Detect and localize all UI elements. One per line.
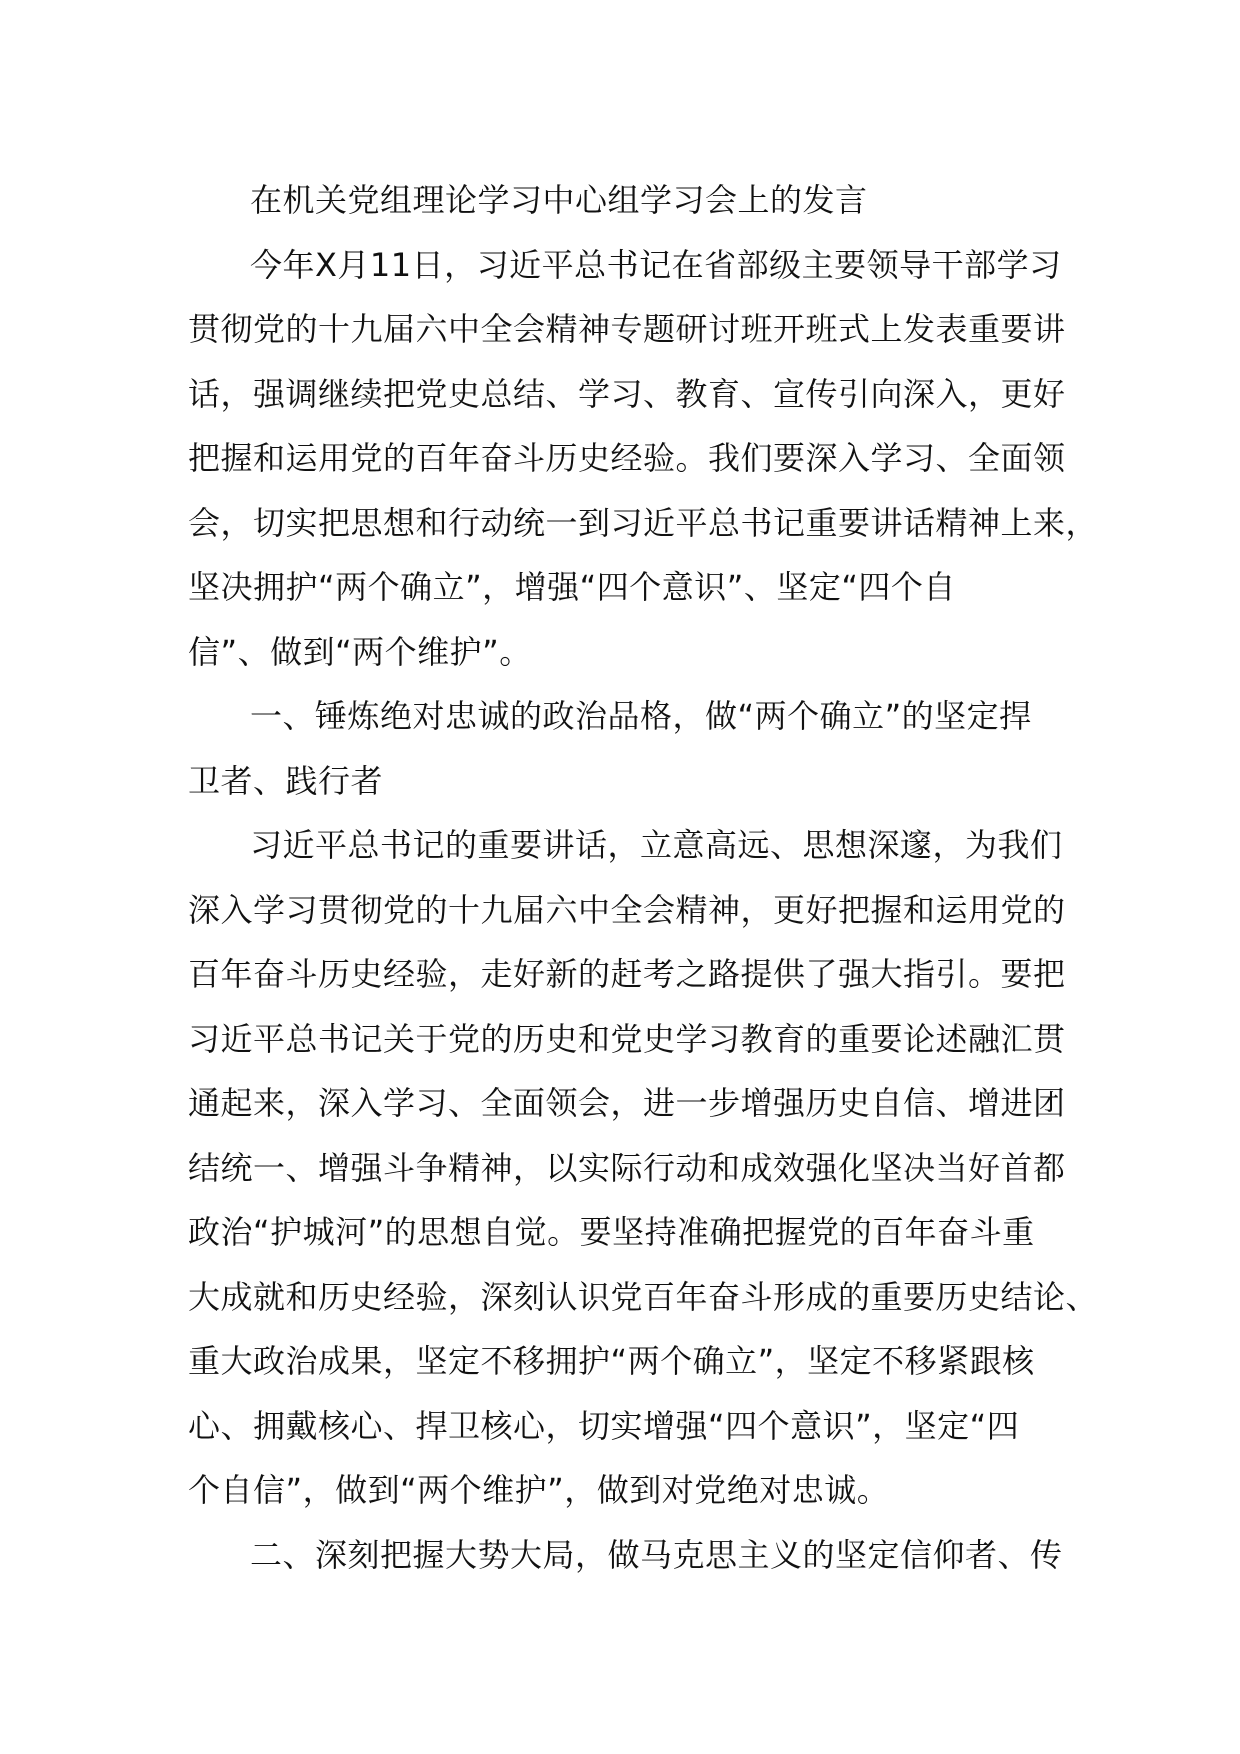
text-line: 心、拥戴核心、捍卫核心，切实增强“四个意识”，坚定“四 bbox=[188, 1406, 1020, 1445]
section-heading-line: 二、深刻把握大势大局，做马克思主义的坚定信仰者、传 bbox=[250, 1535, 1063, 1574]
text-line: 信”、做到“两个维护”。 bbox=[188, 632, 532, 671]
text-line: 结统一、增强斗争精神，以实际行动和成效强化坚决当好首都 bbox=[188, 1148, 1066, 1187]
text-line: 贯彻党的十九届六中全会精神专题研讨班开班式上发表重要讲 bbox=[188, 310, 1066, 348]
section-heading-line: 卫者、践行者 bbox=[188, 761, 384, 800]
text-line: 习近平总书记的重要讲话，立意高远、思想深邃，为我们 bbox=[250, 826, 1063, 864]
text-line: 会，切实把思想和行动统一到习近平总书记重要讲话精神上来， bbox=[188, 503, 1099, 542]
text-line: 把握和运用党的百年奋斗历史经验。我们要深入学习、全面领 bbox=[188, 439, 1066, 477]
text-line: 百年奋斗历史经验，走好新的赶考之路提供了强大指引。要把 bbox=[188, 955, 1066, 993]
text-line: 今年X月11日，习近平总书记在省部级主要领导干部学习 bbox=[250, 245, 1062, 284]
text-line: 通起来，深入学习、全面领会，进一步增强历史自信、增进团 bbox=[188, 1084, 1066, 1122]
document-body bbox=[188, 168, 1099, 1587]
text-line: 个自信”，做到“两个维护”，做到对党绝对忠诚。 bbox=[188, 1471, 890, 1509]
text-line: 话，强调继续把党史总结、学习、教育、宣传引向深入，更好 bbox=[188, 374, 1066, 413]
text-line: 大成就和历史经验，深刻认识党百年奋斗形成的重要历史结论、 bbox=[188, 1277, 1099, 1316]
text-line: 习近平总书记关于党的历史和党史学习教育的重要论述融汇贯 bbox=[188, 1019, 1066, 1058]
text-line: 坚决拥护“两个确立”，增强“四个意识”、坚定“四个自 bbox=[188, 568, 956, 606]
section-heading-line: 一、锤炼绝对忠诚的政治品格，做“两个确立”的坚定捍 bbox=[250, 697, 1032, 735]
document-title: 在机关党组理论学习中心组学习会上的发言 bbox=[250, 181, 868, 219]
text-line: 政治“护城河”的思想自觉。要坚持准确把握党的百年奋斗重 bbox=[188, 1213, 1035, 1251]
text-line: 重大政治成果，坚定不移拥护“两个确立”，坚定不移紧跟核 bbox=[188, 1342, 1035, 1380]
text-line: 深入学习贯彻党的十九届六中全会精神，更好把握和运用党的 bbox=[188, 890, 1066, 929]
